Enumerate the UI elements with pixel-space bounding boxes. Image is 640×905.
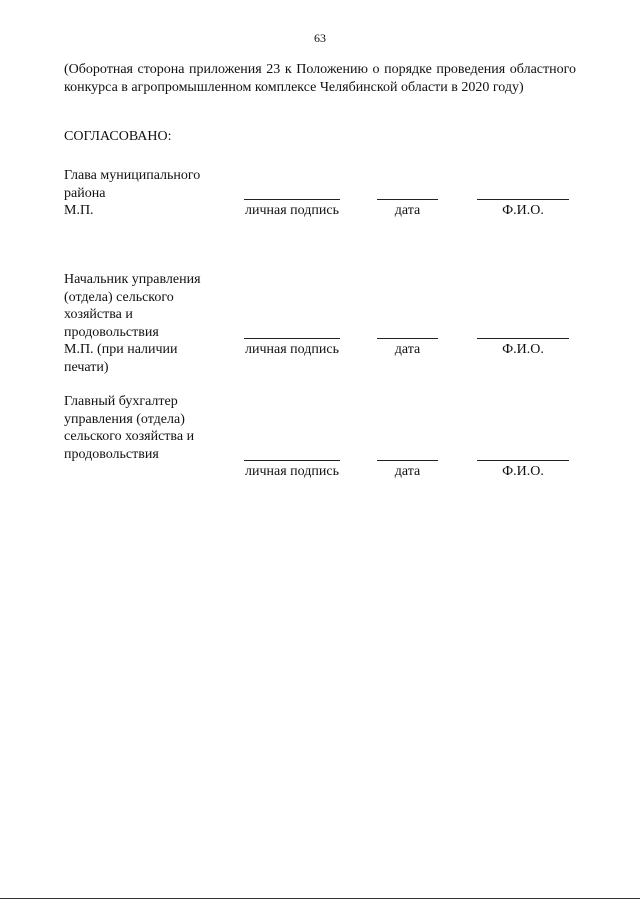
name-line (477, 338, 569, 339)
signature-line (244, 199, 340, 200)
approval-block-chief-accountant (64, 393, 576, 488)
role-line: хозяйства и (64, 307, 133, 322)
approval-block-head-of-district (64, 167, 576, 267)
role-line: Начальник управления (64, 272, 201, 287)
name-line (477, 460, 569, 461)
role-title (64, 393, 234, 463)
document-intro: (Оборотная сторона приложения 23 к Положению о порядке проведения областного конкурса в агропромышленном комплексе Челябинской области в 2020 году) (64, 62, 576, 95)
date-label: дата (394, 342, 421, 357)
role-line: сельского хозяйства и (64, 429, 195, 444)
approval-block-head-of-department (64, 271, 576, 381)
signature-label: личная подпись (245, 464, 339, 479)
name-label: Ф.И.О. (502, 342, 544, 357)
role-line: (отдела) сельского (64, 289, 174, 305)
date-line (377, 338, 438, 339)
role-line: Глава муниципального (64, 168, 201, 183)
stamp-mark: М.П. (при наличии (64, 342, 178, 357)
signature-label: личная подпись (245, 342, 339, 357)
date-label: дата (394, 464, 421, 479)
page-bottom-rule (0, 898, 640, 899)
signature-line (244, 460, 340, 461)
role-line: продовольствия (64, 446, 159, 462)
name-label: Ф.И.О. (502, 203, 544, 218)
date-line (377, 460, 438, 461)
stamp-mark: М.П. (64, 203, 94, 218)
role-title (64, 271, 234, 376)
role-line: Главный бухгалтер (64, 394, 178, 409)
role-line: управления (отдела) (64, 411, 185, 427)
page-number: 63 (314, 31, 326, 45)
signature-label: личная подпись (245, 203, 339, 218)
name-label: Ф.И.О. (502, 464, 544, 479)
role-line: продовольствия (64, 324, 159, 340)
agreed-heading: СОГЛАСОВАНО: (64, 129, 172, 144)
date-label: дата (394, 203, 421, 218)
name-line (477, 199, 569, 200)
date-line (377, 199, 438, 200)
role-title (64, 167, 234, 220)
role-line: печати) (64, 359, 109, 375)
signature-line (244, 338, 340, 339)
role-line: района (64, 185, 106, 201)
